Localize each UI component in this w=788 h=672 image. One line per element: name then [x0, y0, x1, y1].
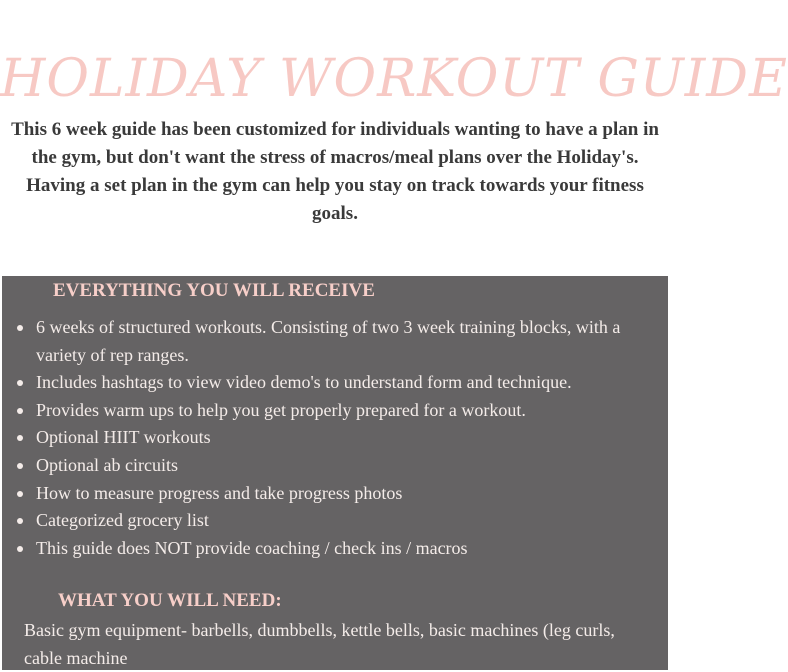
receive-heading: EVERYTHING YOU WILL RECEIVE: [53, 280, 375, 301]
list-item-text: Includes hashtags to view video demo's to understand form and technique.: [36, 372, 572, 393]
bullet-icon: [17, 380, 23, 386]
list-item: [2, 452, 668, 480]
need-text: Basic gym equipment- barbells, dumbbells, kettle bells, basic machines (leg curls, cable machine: [24, 620, 615, 668]
bullet-icon: [17, 518, 23, 524]
list-item-text: Categorized grocery list: [36, 510, 209, 531]
need-heading: WHAT YOU WILL NEED:: [58, 590, 282, 611]
bullet-icon: [17, 491, 23, 497]
bullet-icon: [17, 546, 23, 552]
list-item: [2, 424, 668, 452]
list-item-text: Provides warm ups to help you get properly prepared for a workout.: [36, 399, 526, 420]
list-item: [2, 480, 668, 508]
list-item: [2, 535, 668, 563]
list-item-text: Optional ab circuits: [36, 454, 178, 475]
bullet-icon: [17, 463, 23, 469]
list-item: [2, 314, 668, 369]
details-panel: [2, 276, 668, 670]
list-item-text: How to measure progress and take progress photos: [36, 482, 403, 503]
list-item: [2, 369, 668, 397]
bullet-icon: [17, 408, 23, 414]
list-item-text: This guide does NOT provide coaching / check ins / macros: [36, 537, 468, 558]
receive-list: [2, 314, 668, 562]
list-item-text: Optional HIIT workouts: [36, 427, 211, 448]
list-item-text: 6 weeks of structured workouts. Consisting of two 3 week training blocks, with a variety of rep ranges.: [36, 317, 621, 365]
list-item: [2, 507, 668, 535]
bullet-icon: [17, 435, 23, 441]
list-item: [2, 397, 668, 425]
page-title: HOLIDAY WORKOUT GUIDE: [0, 48, 788, 109]
intro-paragraph: This 6 week guide has been customized for individuals wanting to have a plan in the gym, but don't want the stress of macros/meal plans over the Holiday's. Having a set plan in the gym can help you stay on track towards your fitness goals.: [11, 119, 659, 224]
bullet-icon: [17, 325, 23, 331]
